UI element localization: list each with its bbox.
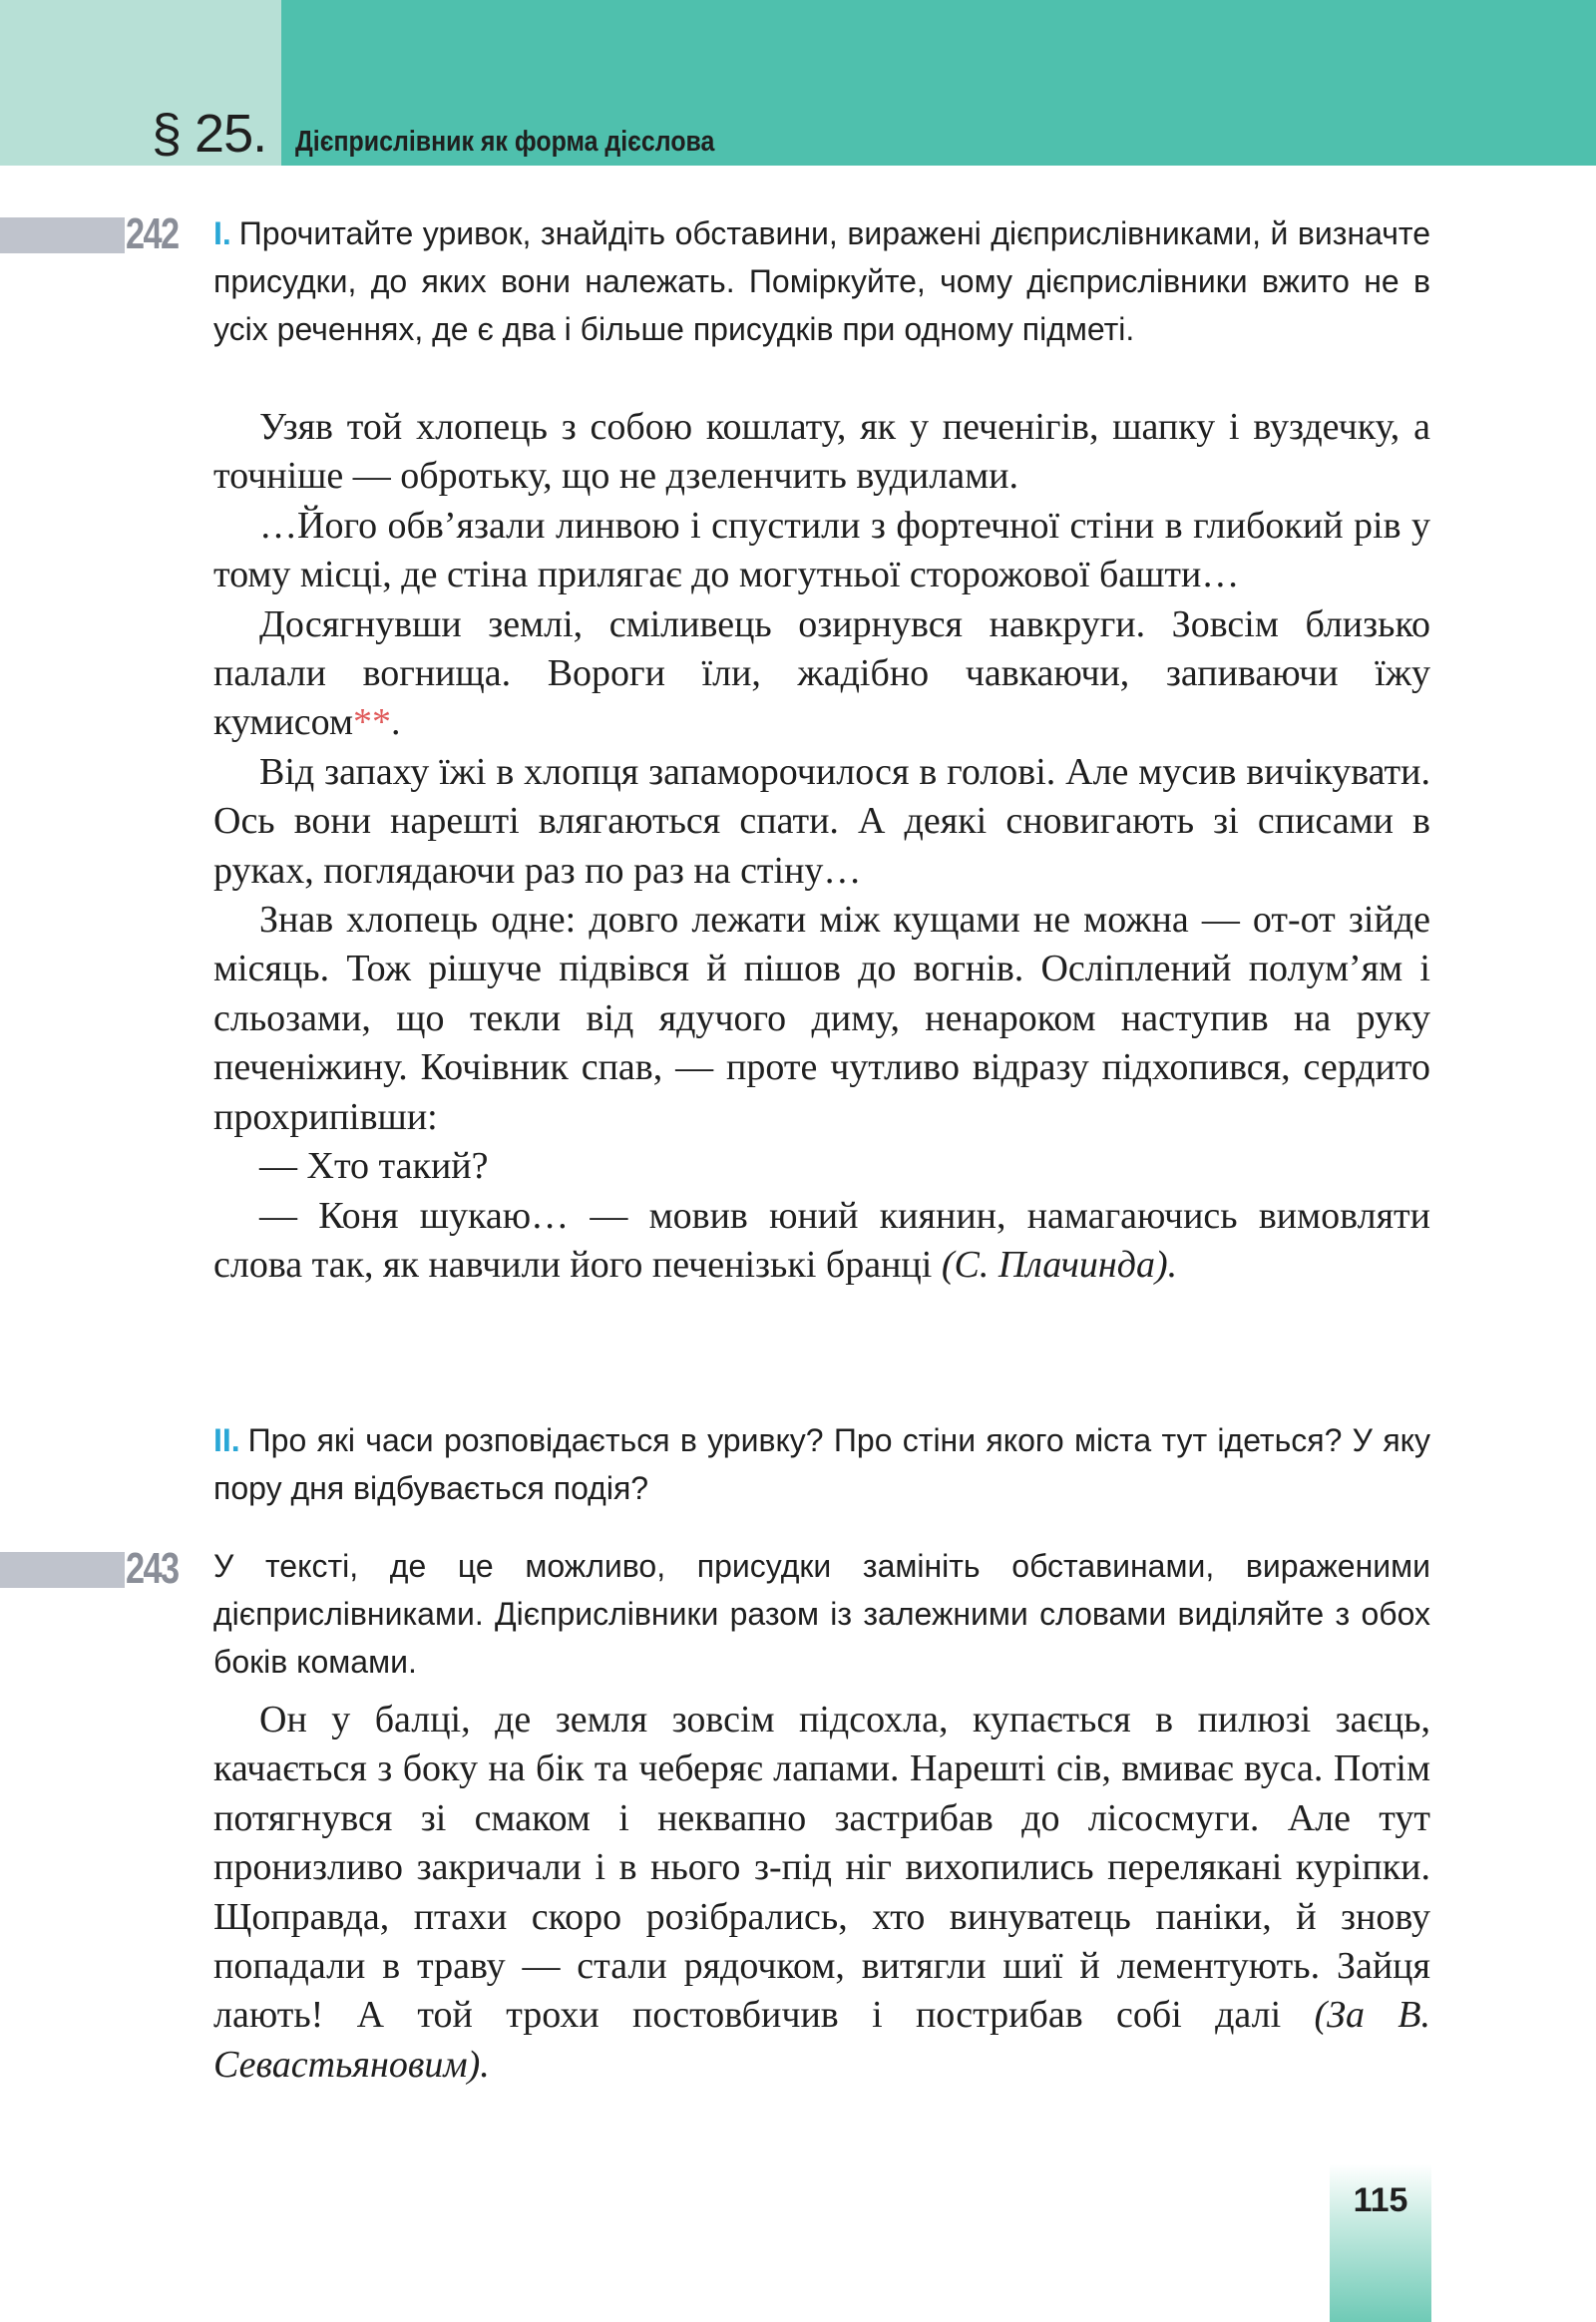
- task-ii-marker: ІІ.: [213, 1422, 240, 1458]
- exercise-243-marker-bar: [0, 1552, 125, 1588]
- excerpt-paragraph: — Коня шукаю… — мовив юний киянин, намагаючись вимовляти слова так, як навчили його печенізькі бранці (С. Плачинда).: [213, 1194, 1430, 1286]
- excerpt-paragraph: Узяв той хлопець з собою кошлату, як у печенігів, шапку і вуздечку, а точніше — обротьку, що не дзеленчить вудилами.: [213, 406, 1430, 498]
- excerpt-paragraph: Від запаху їжі в хлопця запаморочилося в голові. Але мусив вичікувати. Ось вони нарешті влягаються спати. А деякі сновигають зі списами в руках, поглядаючи раз по раз на стіну…: [213, 750, 1430, 892]
- exercise-243-text: [213, 1696, 1430, 2090]
- exercise-242-task-ii: [213, 1416, 1430, 1512]
- task-i-text: Прочитайте уривок, знайдіть обставини, виражені дієприслівниками, й визначте присудки, до яких вони належать. Поміркуйте, чому дієприслівники вжито не в усіх реченнях, де є два і більше присудків при одному підметі.: [213, 215, 1430, 347]
- exercise-242-number: 242: [126, 209, 179, 258]
- excerpt-paragraph: Знав хлопець одне: довго лежати між кущами не можна — от-от зійде місяць. Тож рішуче підвівся й пішов до вогнів. Осліплений полум’ям і сльозами, що текли від ядучого диму, ненароком наступив на руку печеніжину. Кочівник спав, — проте чутливо відразу підхопився, сердито прохрипівши:: [213, 899, 1430, 1138]
- exercise-242-marker-bar: [0, 217, 125, 253]
- exercise-243-source: (За В. Севастьяновим).: [213, 1994, 1430, 2086]
- exercise-243-paragraph: Он у балці, де земля зовсім підсохла, купається в пилюзі заєць, качається з боку на бік та чеберяє лапами. Нарешті сів, вмиває вуса. Потім потягнувся зі смаком і неквапно застрибав до лісосмуги. Але тут пронизливо закричали і в нього з-під ніг вихопились перелякані куріпки. Щоправда, птахи скоро розібрались, хто винуватець паніки, й знову попадали в траву — стали рядочком, витягли шиї й лементують. Зайця лають! А той трохи постовбичив і пострибав собі далі (За В. Севастьяновим).: [213, 1699, 1430, 2086]
- section-title: Дієприслівник як форма дієслова: [295, 126, 715, 158]
- page-number: 115: [1353, 2181, 1408, 2219]
- task-ii-text: Про які часи розповідається в уривку? Про стіни якого міста тут ідеться? У яку пору дня відбувається подія?: [213, 1422, 1430, 1506]
- excerpt-paragraph: …Його обв’язали линвою і спустили з фортечної стіни в глибокий рів у тому місці, де стіна прилягає до могутньої сторожової башти…: [213, 504, 1430, 596]
- excerpt-paragraph: Досягнувши землі, сміливець озирнувся навкруги. Зовсім близько палали вогнища. Вороги їли, жадібно чавкаючи, запиваючи їжу кумисом**.: [213, 602, 1430, 744]
- excerpt-paragraph: — Хто такий?: [259, 1145, 489, 1188]
- exercise-243-number: 243: [126, 1544, 179, 1593]
- exercise-242-task-i: [213, 209, 1430, 353]
- exercise-242-excerpt: [213, 403, 1430, 1290]
- exercise-243-task: У тексті, де це можливо, присудки замініть обставинами, вираженими дієприслівниками. Дієприслівники разом із залежними словами виділяйте з обох боків комами.: [213, 1548, 1430, 1680]
- section-number: § 25.: [152, 104, 267, 164]
- task-i-marker: І.: [213, 215, 231, 251]
- excerpt-source: (С. Плачинда).: [941, 1243, 1178, 1286]
- footnote-mark: **: [353, 701, 391, 744]
